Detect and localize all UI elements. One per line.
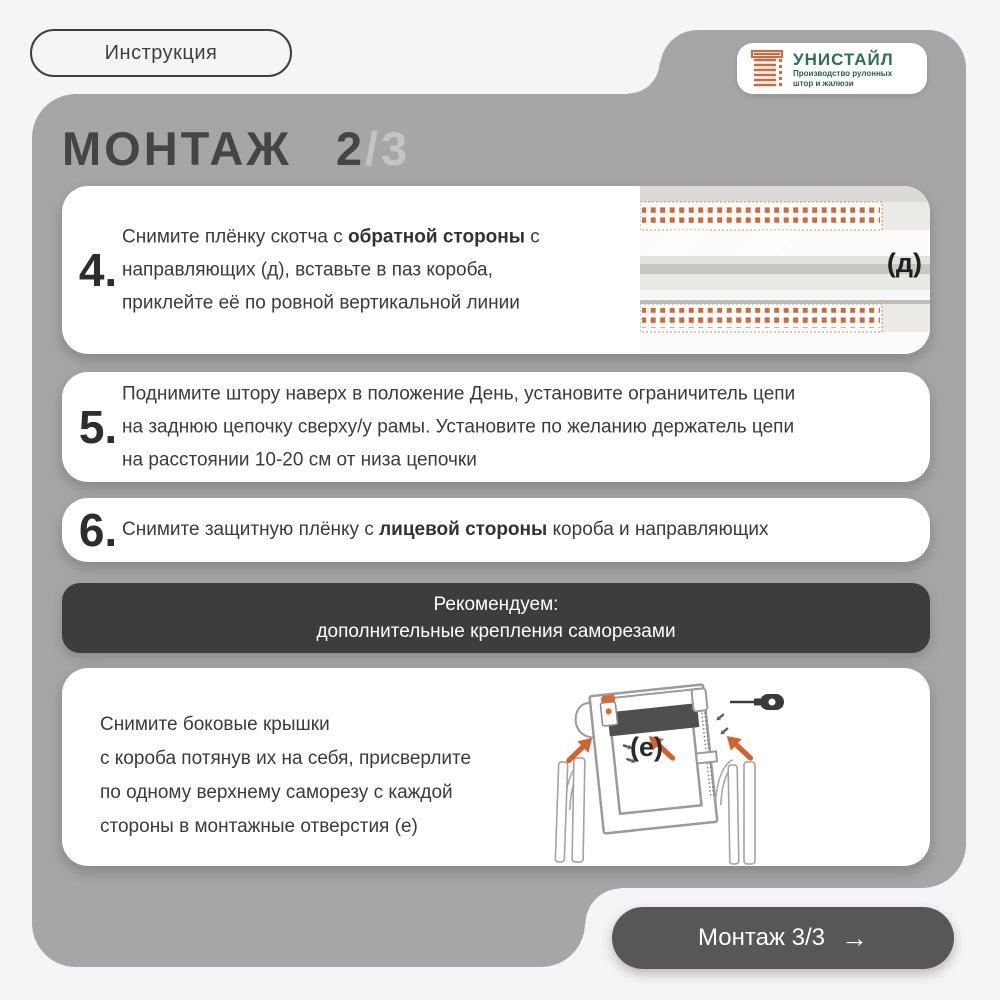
side-rails-left <box>555 758 585 862</box>
final-line3: по одному верхнему саморезу с каждой <box>100 782 453 803</box>
step-4-card <box>62 186 930 354</box>
arrow-up-right-icon <box>721 730 758 766</box>
final-step-card <box>62 668 930 866</box>
recommendation-line2: дополнительные крепления саморезами <box>316 621 676 642</box>
blinds-logo-icon <box>750 49 786 89</box>
brand-subtitle-line2: штор и жалюзи <box>793 79 854 88</box>
step-6-card <box>62 498 930 562</box>
page-indicator <box>336 121 410 176</box>
brand-subtitle <box>793 69 892 89</box>
next-page-button[interactable] <box>612 907 954 969</box>
next-page-button-label: Монтаж 3/3 <box>697 924 826 951</box>
brand-name: УНИСТАЙЛ <box>793 50 894 69</box>
step-5-card <box>62 372 930 482</box>
panel-notch-fillet <box>585 888 621 924</box>
page-title-word: МОНТАЖ <box>62 122 292 175</box>
photo-label-d: (д) <box>886 248 922 278</box>
final-line1: Снимите боковые крышки <box>100 714 330 735</box>
step-4-line1-pre: Снимите плёнку скотча с <box>122 226 348 248</box>
step-5-line1: Поднимите штору наверх в положение День, установите ограничитель цепи <box>122 383 796 405</box>
step-6-line-pre: Снимите защитную плёнку с <box>122 519 380 540</box>
step-5-line2: на заднюю цепочку сверху/у рамы. Установите по желанию держатель цепи <box>122 416 795 438</box>
step-4-line1 <box>122 221 540 254</box>
step-4-text <box>122 221 540 320</box>
step-4-line1-post: с <box>525 226 540 248</box>
screwdriver-icon <box>730 694 784 710</box>
step-4-line2: направляющих (д), вставьте в паз короба, <box>122 259 493 281</box>
side-rails-right <box>718 762 755 864</box>
recommendation-bar <box>62 583 930 653</box>
final-line4: стороны в монтажные отверстия (е) <box>100 816 418 837</box>
page-current: 2 <box>335 122 365 175</box>
final-line2: с короба потянув их на себя, присверлите <box>100 748 472 769</box>
tape-strip-bottom <box>640 304 882 332</box>
step-6-number: 6. <box>78 504 118 556</box>
step-6-line-bold: лицевой стороны <box>379 519 548 540</box>
step-5-number: 5. <box>78 401 118 453</box>
tape-strip-top <box>640 202 882 230</box>
page-title <box>62 121 410 176</box>
installation-diagram <box>538 670 790 866</box>
page-total: /3 <box>364 122 411 175</box>
step-5-line3: на расстоянии 10-20 см от низа цепочки <box>122 449 477 471</box>
brand-logo <box>737 43 927 94</box>
arrow-right-icon: → <box>841 922 869 953</box>
handle-tab <box>696 751 717 763</box>
final-step-text <box>100 708 471 844</box>
brand-subtitle-line1: Производство рулонных <box>793 69 893 78</box>
instruction-badge <box>30 29 292 77</box>
step-6-line-post: короба и направляющих <box>547 519 769 540</box>
step-4-line3: приклейте её по ровной вертикальной линии <box>122 292 520 314</box>
rails-photo <box>640 186 930 354</box>
installation-diagram-svg <box>538 670 790 866</box>
diagram-label-e: (е) <box>630 732 663 762</box>
step-4-number: 4. <box>78 244 118 296</box>
step-5-text <box>122 378 795 477</box>
panel-tab-fillet <box>628 62 660 94</box>
recommendation-line1: Рекомендуем: <box>433 594 559 615</box>
screws-right <box>715 712 730 736</box>
step-6-text <box>122 518 768 542</box>
step-4-line1-bold: обратной стороны <box>347 226 525 248</box>
instruction-badge-label: Инструкция <box>104 41 218 64</box>
